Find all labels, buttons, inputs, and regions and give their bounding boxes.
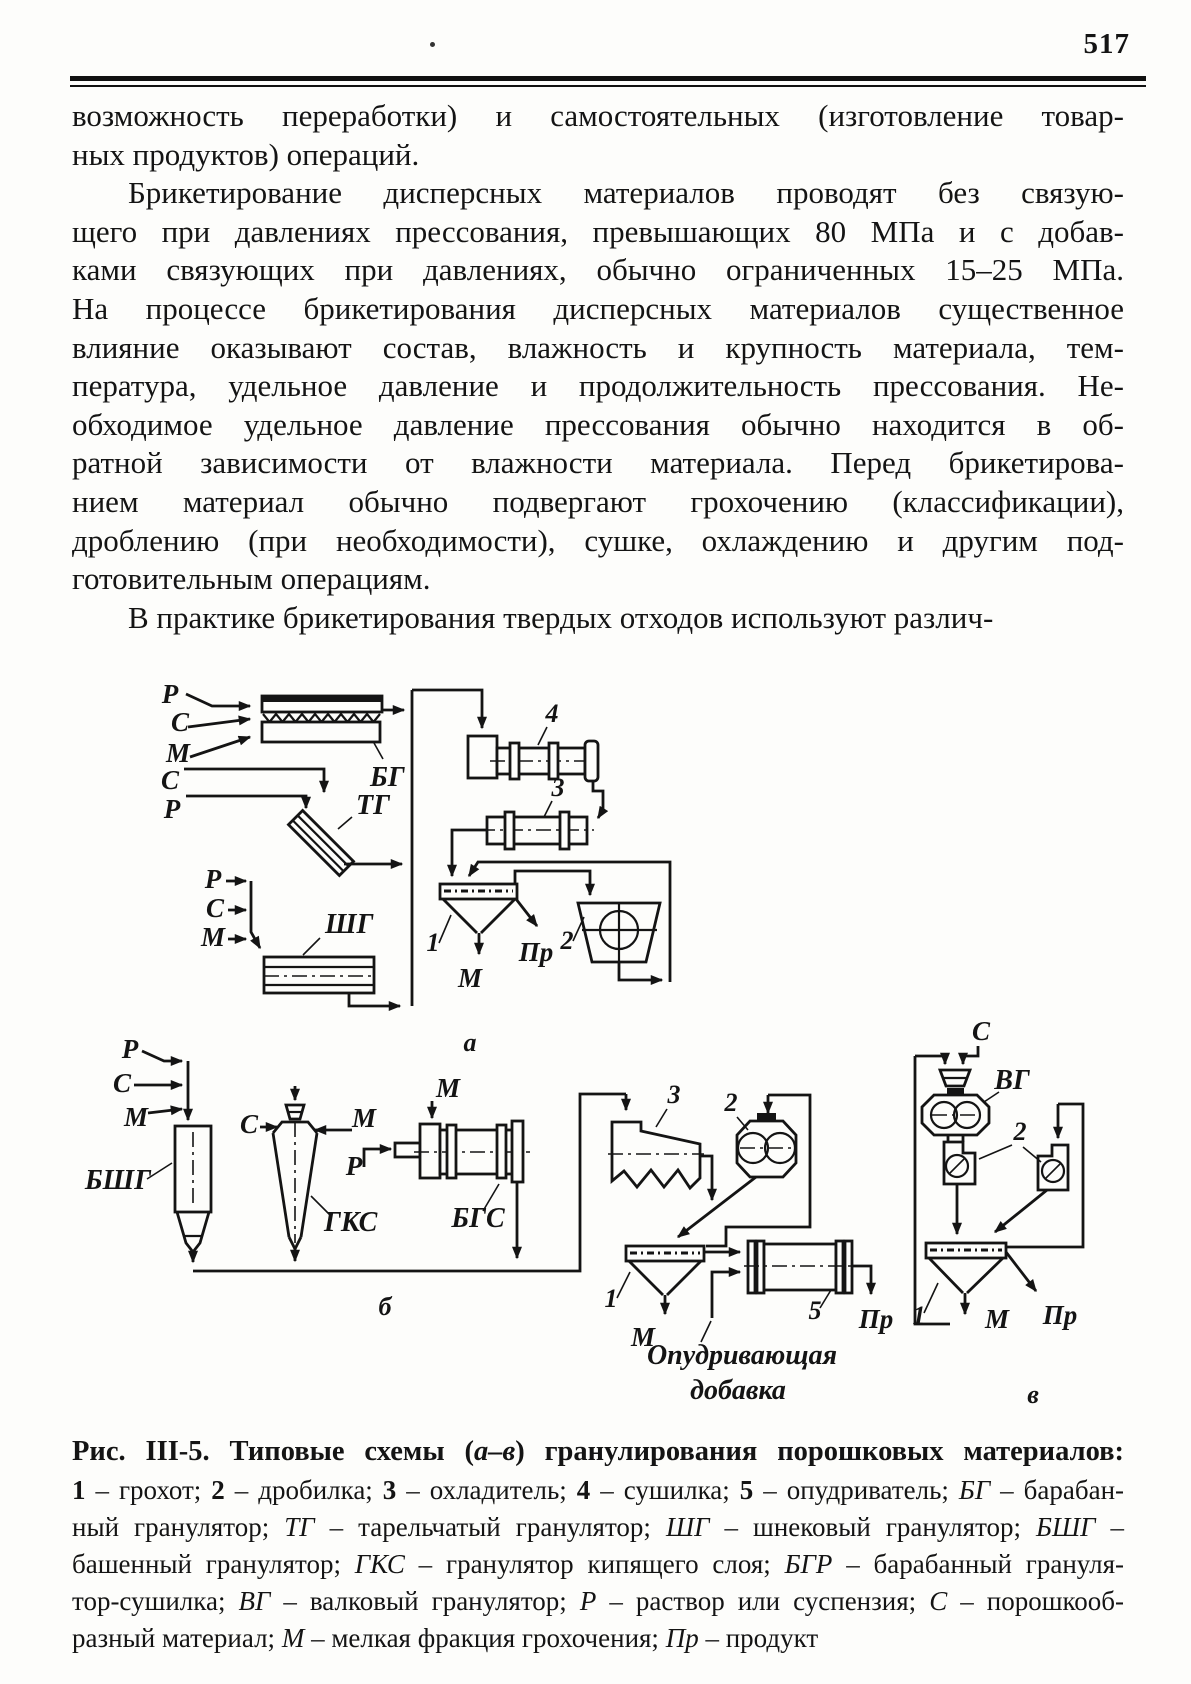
caption-legend-line: [72, 1546, 1124, 1583]
label-solution: Р: [163, 794, 181, 824]
feed-line: [186, 694, 250, 706]
label-vg: ВГ: [994, 1065, 1030, 1096]
label-product: Пр: [518, 937, 554, 967]
label-solution: Р: [204, 864, 222, 894]
cooler-3b: [608, 1122, 704, 1188]
label-product: Пр: [1042, 1300, 1078, 1330]
caption-segment: Пр: [665, 1623, 699, 1653]
label-fines: М: [435, 1073, 461, 1103]
caption-segment: ВГ: [238, 1586, 271, 1616]
dryer-4: [468, 736, 600, 781]
label-2: 2: [560, 926, 574, 955]
text-line: обходимое удельное давление прессования обычно находится в об-: [72, 406, 1124, 442]
caption-segment: – охладитель;: [396, 1475, 577, 1505]
caption-segment: – порошкооб-: [947, 1586, 1124, 1616]
caption-segment: – барабан-: [990, 1475, 1125, 1505]
label-powder: С: [971, 1016, 991, 1046]
text-line: На процессе брикетирования дисперсных материалов существенное: [72, 290, 1124, 326]
tick: [1023, 1147, 1041, 1162]
text-line: нием материал обычно подвергают грохочению (классификации),: [72, 483, 1124, 519]
caption-segment: – гранулятор кипящего слоя;: [404, 1549, 785, 1579]
cooler-3: [480, 812, 594, 849]
additive-line: [712, 1272, 740, 1318]
text-line: пература, удельное давление и продолжительность прессования. Не-: [72, 368, 1124, 404]
label-solution: Р: [161, 679, 179, 709]
caption-segment: башенный гранулятор;: [72, 1549, 355, 1579]
roll-granulator-vg: [922, 1088, 989, 1135]
caption-segment: а–в: [473, 1436, 516, 1467]
body-text: [72, 97, 1124, 637]
figure-iii-5-diagram: [0, 640, 1191, 1440]
caption-segment: – тарельчатый гранулятор;: [314, 1512, 666, 1542]
screen-1v: [926, 1243, 1006, 1293]
powdering-unit-5: [744, 1241, 862, 1293]
header-rule-thin: [70, 85, 1146, 87]
feed-line: [142, 1051, 182, 1061]
tick: [538, 727, 547, 745]
label-3: 3: [551, 773, 565, 802]
feed-line: [184, 769, 324, 792]
caption-segment: С: [929, 1586, 948, 1616]
tick: [303, 938, 320, 955]
crusher-out: [995, 1190, 1047, 1232]
label-product: Пр: [858, 1304, 894, 1334]
label-1: 1: [426, 928, 440, 957]
label-fines-out: М: [984, 1304, 1010, 1334]
text-line: щего при давлениях прессования, превышающих 80 МПа и с добав-: [72, 213, 1124, 249]
caption-segment: ШГ: [665, 1512, 710, 1542]
label-gks: ГКС: [324, 1207, 378, 1238]
text-line: ных продуктов) операций.: [72, 136, 420, 172]
label-powder: С: [112, 1068, 132, 1098]
feed-line: [148, 1109, 182, 1113]
label-1: 1: [604, 1284, 618, 1313]
crusher-2v: [1038, 1145, 1068, 1190]
label-fines: М: [165, 738, 191, 768]
label-5: 5: [808, 1296, 822, 1325]
label-scheme-v: в: [1027, 1380, 1039, 1409]
tick: [439, 915, 451, 943]
product-out: [852, 1266, 871, 1294]
scheme-v: [913, 1016, 1084, 1409]
flow-line: [593, 781, 603, 818]
text-line: ратной зависимости от влажности материала. Перед брикетирова-: [72, 445, 1124, 481]
caption-segment: БГ: [958, 1475, 991, 1505]
caption-legend-line: [72, 1620, 1124, 1657]
caption-segment: ТГ: [284, 1512, 315, 1542]
label-scheme-a: а: [463, 1028, 477, 1057]
caption-segment: 5: [739, 1475, 754, 1505]
label-4: 4: [545, 699, 559, 728]
feed-line: [251, 881, 260, 948]
screen-1: [440, 884, 517, 933]
caption-segment: Рис. III-5. Типовые схемы (: [72, 1436, 474, 1467]
scheme-b: [84, 1034, 893, 1406]
flow-line: [349, 993, 400, 1006]
text-line: ками связующих при давлениях, обычно ограниченных 15–25 МПа.: [72, 252, 1124, 288]
caption-segment: – дробилка;: [224, 1475, 383, 1505]
label-fines: М: [351, 1103, 377, 1133]
caption-legend-line: [72, 1509, 1124, 1546]
product-out: [516, 899, 537, 926]
figure-caption: [72, 1432, 1124, 1657]
caption-segment: – раствор или суспензия;: [596, 1586, 930, 1616]
caption-legend-line: [72, 1472, 1124, 1509]
text-line: Брикетирование дисперсных материалов проводят без связую-: [128, 175, 1124, 211]
scan-artifact-dot: [430, 42, 435, 47]
tick: [544, 801, 552, 817]
caption-segment: – опудриватель;: [753, 1475, 959, 1505]
page-number: 517: [1083, 28, 1130, 60]
label-fines: М: [200, 922, 226, 952]
label-fines-out: М: [457, 963, 483, 993]
tick: [820, 1290, 831, 1308]
caption-segment: ГКС: [354, 1549, 405, 1579]
feed-line: [190, 737, 250, 757]
label-fines: М: [123, 1102, 149, 1132]
tick: [979, 1145, 1012, 1159]
flow-line: [700, 1156, 712, 1200]
drum-granulator-bg: [262, 696, 382, 742]
tick: [656, 1109, 667, 1127]
label-powder-additive-1: Опудривающая: [646, 1340, 838, 1371]
caption-segment: – продукт: [698, 1623, 819, 1653]
crusher-2b: [737, 1113, 796, 1177]
feeder-hopper: [940, 1070, 970, 1086]
label-3: 3: [667, 1080, 681, 1109]
label-powder: С: [205, 893, 225, 923]
text-line: возможность переработки) и самостоятельных (изготовление товар-: [72, 98, 1124, 133]
label-solution: Р: [345, 1151, 363, 1181]
label-fines-out: М: [630, 1322, 656, 1352]
flow-line: [412, 690, 482, 728]
caption-title: [72, 1432, 1124, 1472]
screw-granulator-shg: [264, 957, 374, 993]
label-tg: ТГ: [356, 790, 391, 821]
caption-segment: 3: [382, 1475, 397, 1505]
caption-segment: ) гранулирования порошковых материалов:: [515, 1436, 1124, 1467]
scheme-a: [161, 679, 670, 1057]
crusher-out: [619, 962, 662, 980]
caption-segment: –: [1095, 1512, 1125, 1542]
label-scheme-b: б: [378, 1292, 392, 1321]
text-line: В практике брикетирования твердых отходов используют различ-: [128, 599, 994, 635]
label-powder: С: [160, 765, 180, 795]
caption-segment: Р: [579, 1586, 597, 1616]
plate-granulator-tg: [288, 810, 353, 875]
product-out: [1006, 1252, 1036, 1291]
tick: [924, 1283, 938, 1313]
caption-segment: М: [281, 1623, 305, 1653]
tower-granulator-bshg: [175, 1126, 211, 1252]
label-shg: ШГ: [325, 909, 374, 940]
label-bshg: БШГ: [84, 1165, 152, 1196]
label-powder: С: [170, 707, 190, 737]
label-2: 2: [724, 1088, 738, 1117]
label-powder-additive-2: добавка: [690, 1375, 786, 1406]
caption-segment: – барабанный грануля-: [832, 1549, 1124, 1579]
fluidbed-granulator-gks: [273, 1105, 317, 1249]
text-line: дроблению (при необходимости), сушке, охлаждению и другим под-: [72, 522, 1124, 558]
caption-segment: – шнековый гранулятор;: [709, 1512, 1037, 1542]
tick: [338, 817, 352, 829]
label-1: 1: [912, 1301, 926, 1330]
text-line: влияние оказывают состав, влажность и крупность материала, тем-: [72, 329, 1124, 365]
flow-line: [452, 830, 487, 876]
oversize-line: [515, 871, 590, 895]
crusher-2: [578, 903, 660, 962]
feed-line: [188, 719, 250, 727]
feed-line: [186, 796, 306, 808]
label-solution: Р: [121, 1034, 139, 1064]
caption-segment: – мелкая фракция грохочения;: [304, 1623, 666, 1653]
caption-segment: тор-сушилка;: [72, 1586, 239, 1616]
caption-segment: – грохот;: [85, 1475, 212, 1505]
screen-1b: [626, 1246, 704, 1295]
label-bg: БГ: [370, 762, 405, 793]
caption-segment: БШГ: [1036, 1512, 1096, 1542]
caption-segment: 2: [211, 1475, 225, 1505]
caption-segment: 1: [72, 1475, 86, 1505]
caption-segment: – сушилка;: [590, 1475, 740, 1505]
feed-line: [963, 1046, 978, 1064]
label-2: 2: [1013, 1117, 1027, 1146]
text-line: готовительным операциям.: [72, 561, 431, 597]
caption-segment: разный материал;: [72, 1623, 282, 1653]
caption-legend-line: [72, 1583, 1124, 1620]
caption-segment: 4: [576, 1475, 591, 1505]
tick: [701, 1321, 711, 1342]
label-bgs: БГС: [451, 1203, 505, 1234]
label-powder: С: [239, 1109, 259, 1139]
caption-segment: БГР: [784, 1549, 833, 1579]
feed-line: [364, 1149, 391, 1167]
tick: [374, 743, 383, 759]
tick: [617, 1272, 630, 1298]
header-rule-thick: [70, 76, 1146, 81]
drum-granulator-dryer-bgs: [395, 1121, 530, 1182]
caption-segment: ный гранулятор;: [72, 1512, 285, 1542]
caption-segment: – валковый гранулятор;: [270, 1586, 580, 1616]
mill-left: [944, 1135, 975, 1184]
